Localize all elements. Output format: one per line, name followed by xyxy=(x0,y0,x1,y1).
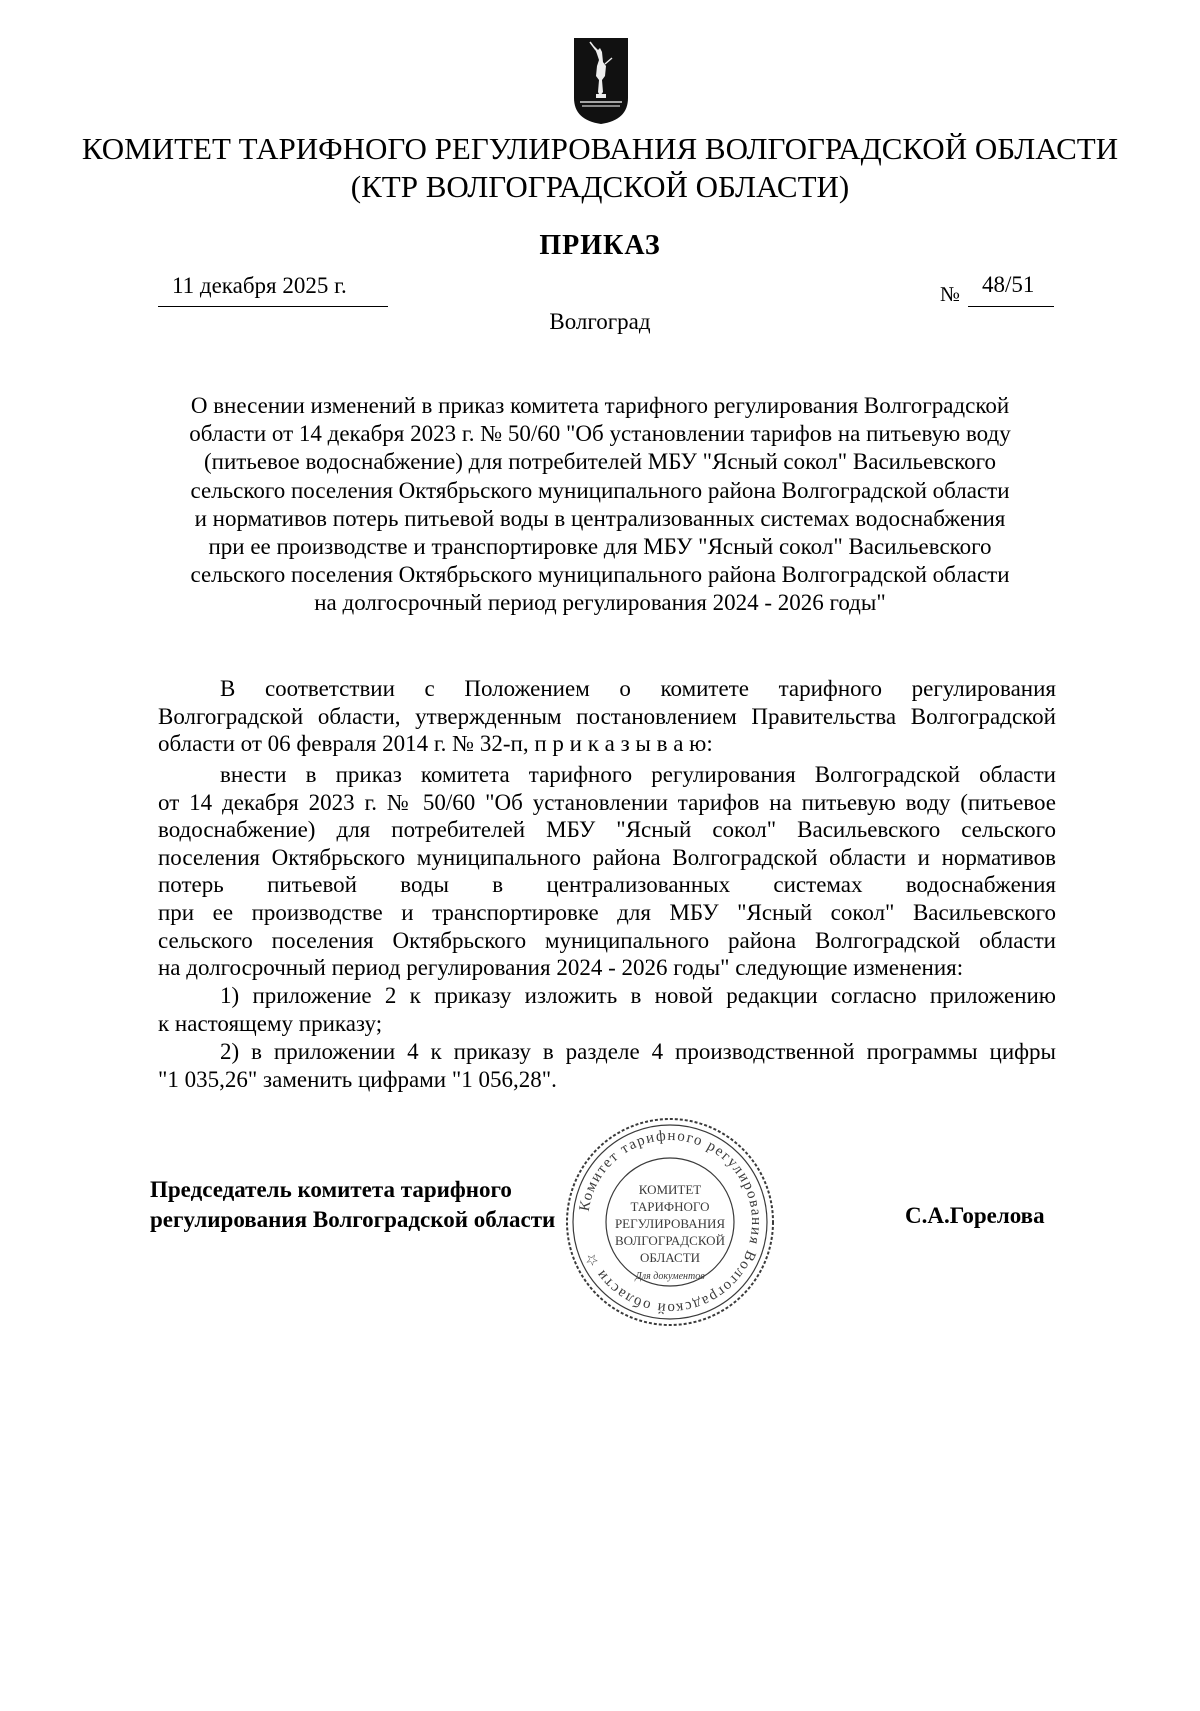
signatory-name: С.А.Горелова xyxy=(905,1203,1045,1228)
org-name-line2: (КТР ВОЛГОГРАДСКОЙ ОБЛАСТИ) xyxy=(350,169,850,204)
subject-line: сельского поселения Октябрьского муниципального района Волгоградской области xyxy=(190,562,1010,588)
body-line: Волгоградской области, утвержденным постановлением Правительства Волгоградской xyxy=(158,703,1056,729)
svg-text:ВОЛГОГРАДСКОЙ: ВОЛГОГРАДСКОЙ xyxy=(615,1233,725,1248)
document-city: Волгоград xyxy=(549,309,651,334)
svg-text:ТАРИФНОГО: ТАРИФНОГО xyxy=(630,1199,710,1214)
subject-line: при ее производстве и транспортировке для МБУ "Ясный сокол" Васильевского xyxy=(208,534,992,560)
body-paragraph-item-1 xyxy=(158,982,1056,1037)
body-line: от 14 декабря 2023 г. № 50/60 "Об установлении тарифов на питьевую воду (питьевое xyxy=(158,789,1056,815)
document-number: 48/51 xyxy=(982,272,1035,297)
body-line: при ее производстве и транспортировке для МБУ "Ясный сокол" Васильевского xyxy=(158,899,1056,925)
body-line: потерь питьевой воды в централизованных системах водоснабжения xyxy=(158,872,1056,898)
signatory-title-line2: регулирования Волгоградской области xyxy=(150,1207,556,1232)
org-name-line1: КОМИТЕТ ТАРИФНОГО РЕГУЛИРОВАНИЯ ВОЛГОГРАДСКОЙ ОБЛАСТИ xyxy=(81,131,1119,166)
subject-line: на долгосрочный период регулирования 2024 - 2026 годы" xyxy=(314,590,886,616)
number-underline xyxy=(968,306,1054,307)
subject-line: сельского поселения Октябрьского муниципального района Волгоградской области xyxy=(190,477,1010,503)
svg-text:Комитет тарифного регулировани: Комитет тарифного регулирования Волгоградской области ☆ xyxy=(576,1127,765,1317)
body-line: "1 035,26" заменить цифрами "1 056,28". xyxy=(158,1066,557,1092)
official-stamp xyxy=(560,1112,780,1332)
document-date: 11 декабря 2025 г. xyxy=(172,273,347,298)
body-paragraph-item-2 xyxy=(158,1038,1056,1093)
body-line: к настоящему приказу; xyxy=(158,1010,383,1036)
subject-line: области от 14 декабря 2023 г. № 50/60 "Об установлении тарифов на питьевую воду xyxy=(189,421,1011,447)
subject-line: и нормативов потерь питьевой воды в централизованных системах водоснабжения xyxy=(194,505,1006,531)
number-sign: № xyxy=(940,282,961,306)
body-line: В соответствии с Положением о комитете тарифного регулирования xyxy=(220,676,1056,701)
document-subject xyxy=(150,392,1050,618)
svg-text:Для документов: Для документов xyxy=(635,1271,705,1282)
body-line: сельского поселения Октябрьского муниципального района Волгоградской области xyxy=(158,927,1056,953)
body-line: на долгосрочный период регулирования 2024 - 2026 годы" следующие изменения: xyxy=(158,955,964,981)
svg-text:РЕГУЛИРОВАНИЯ: РЕГУЛИРОВАНИЯ xyxy=(614,1216,726,1231)
signatory-title xyxy=(150,1175,555,1235)
document-type-title: ПРИКАЗ xyxy=(539,230,661,261)
body-line: поселения Октябрьского муниципального района Волгоградской области и нормативов xyxy=(158,844,1056,870)
subject-line: О внесении изменений в приказ комитета тарифного регулирования Волгоградской xyxy=(190,393,1010,418)
date-underline xyxy=(158,306,388,307)
svg-text:КОМИТЕТ: КОМИТЕТ xyxy=(638,1182,702,1197)
body-paragraph-preamble xyxy=(158,675,1056,758)
svg-text:ОБЛАСТИ: ОБЛАСТИ xyxy=(639,1250,701,1265)
body-line: области от 06 февраля 2014 г. № 32-п, п р и к а з ы в а ю: xyxy=(158,731,713,757)
body-line: водоснабжение) для потребителей МБУ "Ясный сокол" Васильевского сельского xyxy=(158,817,1056,843)
signatory-title-line1: Председатель комитета тарифного xyxy=(150,1177,512,1202)
body-paragraph-order xyxy=(158,761,1056,982)
body-line: внести в приказ комитета тарифного регулирования Волгоградской области xyxy=(220,762,1056,787)
subject-line: (питьевое водоснабжение) для потребителей МБУ "Ясный сокол" Васильевского xyxy=(204,449,996,475)
body-line: 1) приложение 2 к приказу изложить в новой редакции согласно приложению xyxy=(220,983,1056,1008)
coat-of-arms-emblem xyxy=(572,36,630,126)
body-line: 2) в приложении 4 к приказу в разделе 4 производственной программы цифры xyxy=(220,1039,1056,1064)
